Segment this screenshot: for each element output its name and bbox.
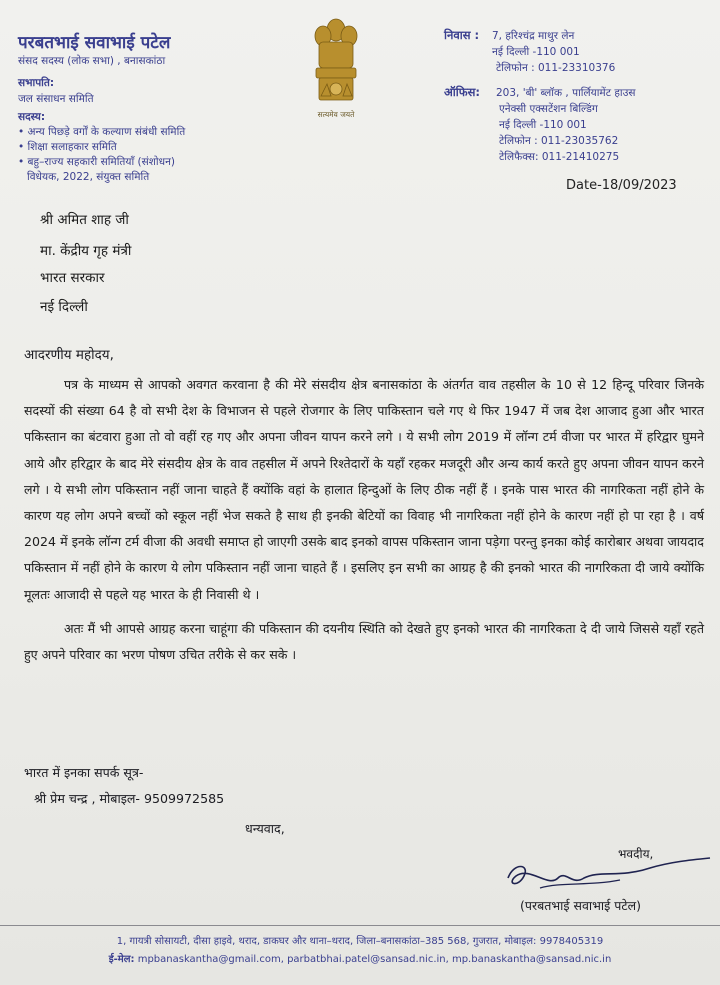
membership-item: विधेयक, 2022, संयुक्त समिति: [27, 171, 150, 183]
body-paragraph: अतः मैं भी आपसे आग्रह करना चाहूंगा की पकिस्तान की दयनीय स्थिति को देखते हुए इनको भारत की नागरिकता दे दी जाये जिससे यहाँ रहते हुए अपने परिवार का भरण पोषण उचित तरीके से कर सके ।: [24, 620, 704, 663]
chairman-committee: जल संसाधन समिति: [18, 93, 94, 105]
salutation: आदरणीय महोदय,: [24, 347, 114, 363]
recipient-line: मा. केंद्रीय गृह मंत्री: [40, 243, 132, 259]
sender-role: संसद सदस्य (लोक सभा) , बनासकांठा: [18, 55, 166, 67]
emblem-motto: सत्यमेव जयते: [317, 110, 355, 119]
contact-intro: भारत में इनका सपर्क सूत्र-: [24, 765, 144, 780]
signature-icon: [500, 848, 715, 898]
residence-line: 7, हरिश्चंद्र माथुर लेन: [492, 30, 575, 42]
residence-label: निवास :: [444, 28, 480, 42]
membership-item: • बहु–राज्य सहकारी समितियाँ (संशोधन): [18, 156, 175, 168]
signature-name: (परबतभाई सवाभाई पटेल): [520, 898, 642, 913]
residence-phone: टेलिफोन : 011-23310376: [496, 62, 616, 74]
recipient-line: नई दिल्ली: [40, 299, 88, 315]
contact-person: श्री प्रेम चन्द्र , मोबाइल- 9509972585: [34, 791, 225, 806]
office-fax: टेलिफैक्स: 011-21410275: [499, 151, 620, 163]
footer-divider: [0, 925, 720, 926]
recipient-line: भारत सरकार: [40, 270, 105, 286]
footer-address: 1, गायत्री सोसायटी, दीसा हाइवे, थराद, डाकघर और थाना–थराद, जिला–बनासकांठा–385 568, गुजरात, मोबाइल: 9978405319: [116, 936, 604, 947]
residence-line: नई दिल्ली -110 001: [492, 46, 580, 58]
chairman-label: सभापति:: [18, 77, 55, 89]
member-label: सदस्य:: [18, 111, 46, 123]
national-emblem-icon: [305, 10, 367, 120]
office-line: एनेक्सी एक्सटेंशन बिल्डिंग: [499, 103, 598, 115]
office-line: नई दिल्ली -110 001: [499, 119, 587, 131]
closing-text: भवदीय,: [618, 847, 654, 861]
body-paragraph: पत्र के माध्यम से आपको अवगत करवाना है की मेरे संसदीय क्षेत्र बनासकांठा के अंतर्गत वाव तहसील के 10 से 12 हिन्दू परिवार जिनके सदस्यों की संख्या 64 है वो सभी देश के विभाजन से पहले रोजगार के लिए पाकिस्तान चले गए थे फिर 1947 में जब देश आजाद हुआ और भारत पकिस्तान का बंटवारा हुआ तो वो वहीं रह गए और अपना जीवन यापन करने लगे । ये सभी लोग 2019 में लॉन्ग टर्म वीजा पर भारत में हरिद्वार घुमने आये और हरिद्वार के बाद मेरे संसदीय क्षेत्र के वाव तहसील में अपने रिश्तेदारों के यहाँ रहकर मजदूरी और अन्य कार्य करते हुए अपना जीवन यापन करने लगे । ये सभी लोग पकिस्तान नहीं जाना चाहते हैं क्योंकि वहां के हालात हिन्दुओं के लिए ठीक नहीं हैं । इनके पास भारत की नागरिकता नहीं होने के कारण यह लोग अपने बच्चों को स्कूल नहीं भेज सकते है साथ ही इनकी बेटियों का विवाह भी नागरिकता नहीं होने के कारण नहीं हो पा रहा है । वर्ष 2024 में इनके लॉन्ग टर्म वीजा की अवधी समाप्त हो जाएगी उसके बाद इनको वापस पकिस्तान जाना पड़ेगा परन्तु इनका कोई कारोबार अथवा जायदाद पकिस्तान में नहीं होने के कारण ये लोग पकिस्तान नहीं जाना चाहते हैं । इसलिए इन सभी का आग्रह है की इनको भारत की नागरिकता दी जाये क्योंकि मूलतः आजादी से पहले यह भारत के ही निवासी थे ।: [24, 377, 704, 602]
letter-date: Date-18/09/2023: [566, 178, 677, 193]
sender-name: परबतभाई सवाभाई पटेल: [18, 33, 171, 53]
membership-item: • अन्य पिछड़े वर्गों के कल्याण संबंधी समिति: [18, 126, 186, 138]
thanks-text: धन्यवाद,: [245, 821, 285, 836]
footer-email-label: ई-मेल:: [108, 954, 135, 965]
office-phone: टेलिफोन : 011-23035762: [499, 135, 619, 147]
footer-email-addresses: mpbanaskantha@gmail.com, parbatbhai.patel@sansad.nic.in, mp.banaskantha@sansad.nic.in: [137, 954, 612, 965]
recipient-line: श्री अमित शाह जी: [40, 212, 129, 228]
letter-body: [24, 372, 704, 668]
office-line: 203, 'बी' ब्लॉक , पार्लियामेंट हाउस: [496, 87, 636, 99]
membership-item: • शिक्षा सलाहकार समिति: [18, 141, 117, 153]
office-label: ऑफिस:: [444, 85, 480, 99]
footer-email: [0, 951, 720, 965]
